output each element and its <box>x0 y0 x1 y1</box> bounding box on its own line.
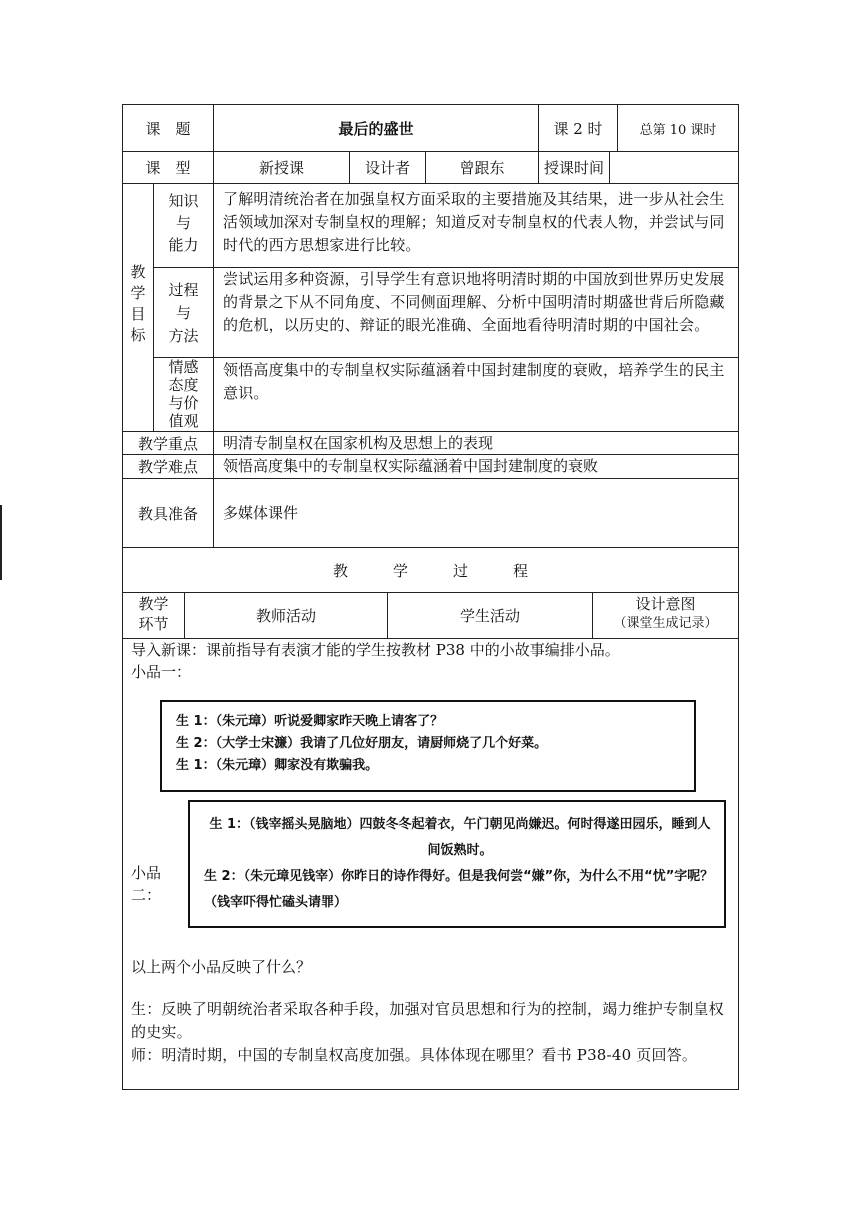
designer-value: 曾跟东 <box>459 159 505 177</box>
goal-knowledge-label: 知识 与 能力 <box>168 192 199 254</box>
topic-label: 课 题 <box>145 119 191 138</box>
key-point-label: 教学重点 <box>137 434 198 453</box>
col-intent: 设计意图 （课堂生成记录） <box>613 595 718 631</box>
goal-process-label: 过程 与 方法 <box>168 281 199 345</box>
teacher-text: 师：明清时期，中国的专制皇权高度加强。具体体现在哪里？看书 P38-40 页回答。 <box>131 1046 698 1064</box>
time-value <box>610 152 738 183</box>
time-label: 授课时间 <box>543 159 604 177</box>
skit1-box <box>160 700 696 792</box>
col-student: 学生活动 <box>459 607 520 625</box>
skit2-box <box>188 800 726 928</box>
total-hours: 总第 10 课时 <box>639 122 717 138</box>
goals-label: 教 学 目 标 <box>130 263 146 344</box>
tools-text: 多媒体课件 <box>223 504 299 522</box>
col-teacher: 教师活动 <box>255 607 316 625</box>
skit2-label: 小品 二： <box>131 864 162 904</box>
lesson-hours: 课 2 时 <box>553 119 603 138</box>
goal-emotion-text: 领悟高度集中的专制皇权实际蕴涵着中国封建制度的衰败，培养学生的民主意识。 <box>223 361 725 402</box>
skit2-line: 生 1：（钱宰摇头晃脑地）四鼓冬冬起着衣，午门朝见尚嫌迟。何时得遂田园乐，睡到人间饭熟时。 <box>209 817 711 858</box>
key-point-text: 明清专制皇权在国家机构及思想上的表现 <box>223 434 494 452</box>
col-stage: 教学 环节 <box>138 595 169 633</box>
skit2-line: 生 2：（朱元璋见钱宰）你昨日的诗作得好。但是我何尝“嫌”你，为什么不用“忧”字呢？（钱宰吓得忙磕头请罪） <box>204 869 714 910</box>
skit1-line: 生 2：（大学士宋濂）我请了几位好朋友，请厨师烧了几个好菜。 <box>176 736 548 751</box>
lesson-title: 最后的盛世 <box>338 119 414 138</box>
difficulty-label: 教学难点 <box>137 458 198 476</box>
tools-label: 教具准备 <box>137 504 198 523</box>
goal-emotion-label: 情感 态度 与价 值观 <box>168 358 199 430</box>
skit1-line: 生 1：（朱元璋）听说爱卿家昨天晚上请客了？ <box>176 714 444 729</box>
margin-mark <box>0 505 2 580</box>
goal-knowledge-text: 了解明清统治者在加强皇权方面采取的主要措施及其结果，进一步从社会生活领域加深对专制皇权的理解；知道反对专制皇权的代表人物，并尝试与同时代的西方思想家进行比较。 <box>223 190 725 254</box>
skit1-label: 小品一： <box>131 663 192 681</box>
question-text: 以上两个小品反映了什么？ <box>131 958 312 976</box>
skit1-line: 生 1：（朱元璋）卿家没有欺骗我。 <box>176 758 379 773</box>
answer-text: 生：反映了明朝统治者采取各种手段，加强对官员思想和行为的控制，竭力维护专制皇权的史实。 <box>131 1000 724 1041</box>
difficulty-text: 领悟高度集中的专制皇权实际蕴涵着中国封建制度的衰败 <box>223 457 599 475</box>
goal-process-text: 尝试运用多种资源，引导学生有意识地将明清时期的中国放到世界历史发展的背景之下从不同角度、不同侧面理解、分析中国明清时期盛世背后所隐藏的危机，以历史的、辩证的眼光准确、全面地看待明清时期的中国社会。 <box>223 270 725 334</box>
process-title: 教 学 过 程 <box>332 561 528 580</box>
type-label: 课 型 <box>145 159 191 177</box>
type-value: 新授课 <box>258 159 304 177</box>
intro-text: 导入新课：课前指导有表演才能的学生按教材 P38 中的小故事编排小品。 <box>131 641 620 659</box>
designer-label: 设计者 <box>364 159 410 177</box>
